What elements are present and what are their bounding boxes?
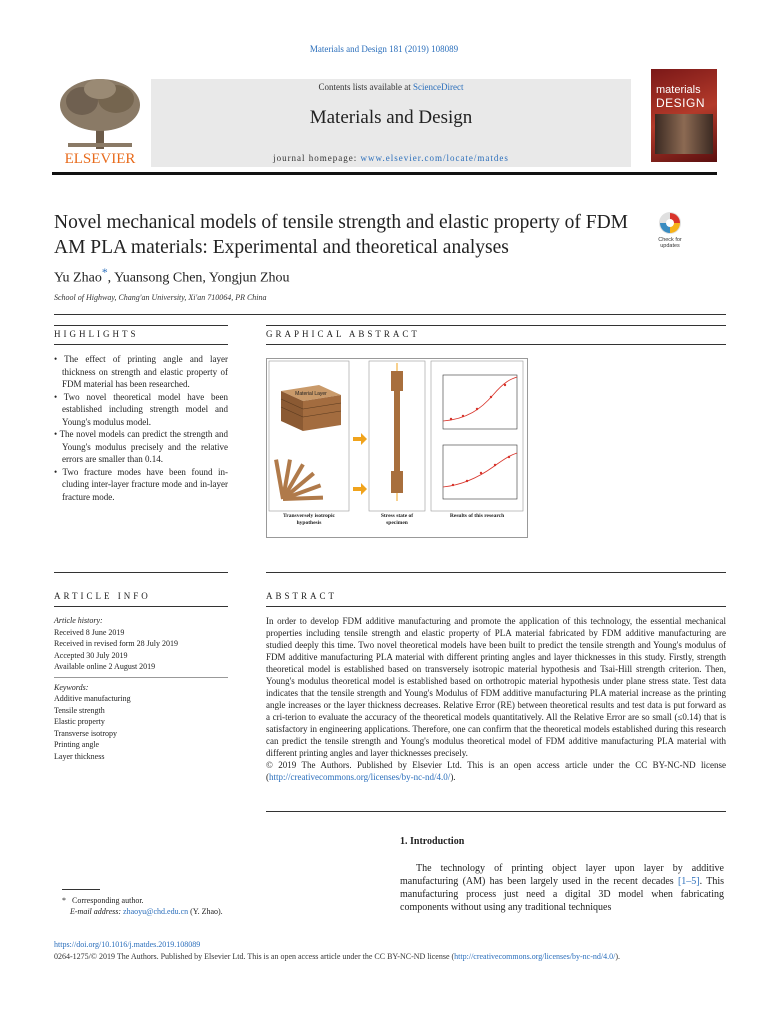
contents-prefix: Contents lists available at	[318, 82, 413, 92]
cover-image	[655, 114, 713, 154]
author-rest[interactable]: , Yuansong Chen, Yongjun Zhou	[107, 270, 290, 286]
history-item: Received in revised form 28 July 2019	[54, 639, 178, 648]
highlights-rule	[54, 325, 228, 326]
arrow-icon	[353, 433, 367, 445]
highlights-list	[54, 353, 228, 503]
cover-title-2: DESIGN	[656, 96, 706, 110]
intro-text-b: . This manufacturing process just need a digital 3D model when fabricating components without using any traditional techniques	[400, 876, 724, 913]
doi-link[interactable]: https://doi.org/10.1016/j.matdes.2019.108089	[54, 940, 201, 949]
panel-3-frame	[431, 361, 523, 511]
graphical-abstract-figure[interactable]	[266, 358, 528, 538]
abstract-rule	[266, 572, 726, 573]
arrow-icon	[353, 483, 367, 495]
panel-3-caption: Results of this research	[449, 513, 505, 519]
email-suffix: (Y. Zhao).	[188, 907, 223, 916]
abstract-text: In order to develop FDM additive manufacturing and promote the application of this technology, the essential mechanical properties including tensile strength and elastic property of PLA material fabricated by FDM additive manufacturing are studied deeply this time. Two novel theoretical models have been built to predict the tensile strength and Young's modulus of FDM additive manufacturing PLA material with different printing angles and layer thicknesses in this study. Firstly, strength theoretical model is established based on transversely isotropic material hypothesis and Tsai-Hill strength criterion. Then, Young's modulus theoretical model is established based on orthotropic material hypothesis under plane stress state. Test data indicates that the tensile strength and Young's Modulus of FDM additive manufacturing PLA material increase as the printing angle increases or the layer thickness decreases. Relative Error (RE) between theoretical results and test data is put forward as a cri-terion to evaluate the accuracy of the theoretical models quantitatively. All the Relative Error are so small (≤0.14) that is satisfactory in engineering applications. Therefore, one can confirm that the theoretical models established during this research can predict the tensile strength and Young's modulus theoretical model of FDM additive manufacturing PLA material with different printing angles and layer thicknesses precisely.	[266, 616, 726, 758]
contents-line	[151, 82, 631, 92]
abstract-rule-2	[266, 606, 726, 607]
article-title: Novel mechanical models of tensile strength and elastic property of FDM AM PLA materials: Experimental and theoretical analyses	[54, 212, 629, 258]
panel-1-caption-1: Transversely isotropic	[283, 513, 335, 519]
keyword: Printing angle	[54, 740, 100, 749]
footnote-rule	[62, 889, 100, 890]
crossmark-label-2: updates	[660, 243, 680, 249]
footnote	[62, 895, 223, 917]
abstract-end-rule	[266, 811, 726, 812]
cover-title-1: materials	[656, 84, 701, 96]
keywords-label: Keywords:	[54, 682, 89, 692]
highlights-heading: HIGHLIGHTS	[54, 329, 139, 339]
keyword: Transverse isotropy	[54, 728, 118, 738]
keywords-divider	[54, 677, 228, 678]
email-link[interactable]: zhaoyu@chd.edu.cn	[123, 907, 189, 916]
affiliation: School of Highway, Chang'an University, Xi'an 710064, PR China	[54, 293, 267, 302]
corresponding-line	[62, 895, 223, 906]
authors	[54, 266, 290, 287]
journal-reference[interactable]: Materials and Design 181 (2019) 108089	[309, 44, 459, 54]
check-for-updates-badge[interactable]	[650, 210, 690, 250]
email-label: E-mail address:	[70, 907, 124, 916]
keyword: Tensile strength	[54, 705, 105, 715]
journal-title: Materials and Design	[309, 107, 473, 128]
highlight-item: • The novel models can predict the strength and Young's modulus precisely and the relative errors are smaller than 0.14.	[54, 428, 228, 466]
highlight-item: • The effect of printing angle and layer thickness on strength and elastic property of FDM material has been researched.	[54, 353, 228, 391]
ga-rule	[266, 325, 726, 326]
license-link[interactable]: http://creativecommons.org/licenses/by-nc-nd/4.0/	[454, 952, 616, 961]
history-label: Article history:	[54, 616, 103, 625]
corresponding-star[interactable]: *	[101, 266, 108, 279]
history-item: Available online 2 August 2019	[54, 662, 156, 671]
abstract-body	[266, 615, 726, 783]
journal-cover[interactable]	[651, 69, 717, 162]
license-link-part-2[interactable]: creativecommons.org/licenses/by-nc-nd/4.0/	[290, 772, 451, 782]
citation-link[interactable]: [1–5]	[677, 876, 700, 887]
history-item: Received 8 June 2019	[54, 627, 125, 637]
ga-rule-2	[266, 344, 726, 345]
panel-2-caption-1: Stress state of	[380, 513, 414, 519]
divider	[54, 314, 726, 315]
crossmark-label-1: Check for	[658, 237, 682, 243]
journal-homepage	[151, 153, 631, 163]
keyword: Elastic property	[54, 717, 105, 726]
highlight-item: • Two fracture modes have been found in-cluding inter-layer fracture mode and in-layer fracture mode.	[54, 466, 228, 504]
keyword: Layer thickness	[54, 751, 105, 761]
abstract-copyright: © 2019 The Authors. Published by Elsevier Ltd. This is an open access article under the CC BY-NC-ND license (	[266, 760, 726, 782]
publisher-name: ELSEVIER	[64, 151, 136, 167]
abstract-copyright-end: ).	[450, 772, 456, 782]
homepage-link[interactable]: www.elsevier.com/locate/matdes	[360, 153, 509, 163]
elsevier-logo	[52, 75, 148, 167]
highlights-rule-2	[54, 344, 228, 345]
sciencedirect-link[interactable]: ScienceDirect	[413, 82, 464, 92]
corresponding-author: Corresponding author.	[72, 896, 144, 905]
highlight-item: • Two novel theoretical model have been established including strength model and Young's modulus model.	[54, 391, 228, 429]
license-prefix: 0264-1275/© 2019 The Authors. Published by Elsevier Ltd. This is an open access article under the CC BY-NC-ND license (	[54, 952, 455, 961]
article-info-heading: ARTICLE INFO	[54, 591, 151, 601]
graphical-abstract-heading: GRAPHICAL ABSTRACT	[266, 329, 420, 339]
header-rule	[52, 172, 717, 175]
license-suffix: ).	[615, 952, 620, 961]
panel-2-caption-2: specimen	[386, 520, 408, 526]
material-layer-label: Material Layer	[295, 391, 327, 397]
keyword: Additive manufacturing	[54, 694, 131, 703]
article-info-rule-2	[54, 606, 228, 607]
abstract-heading: ABSTRACT	[266, 591, 338, 601]
introduction-heading: 1. Introduction	[400, 836, 465, 847]
license-link-part-1[interactable]: http://	[269, 772, 291, 782]
introduction-text	[400, 862, 724, 914]
author-first[interactable]: Yu Zhao	[54, 270, 102, 286]
intro-text-a: The technology of printing object layer upon layer by additive manufacturing (AM) has been largely used in the recent decades	[400, 863, 724, 887]
article-info-rule	[54, 572, 228, 573]
email-line	[62, 906, 223, 917]
license-line	[54, 952, 620, 961]
article-info	[54, 615, 228, 762]
homepage-prefix: journal homepage:	[273, 153, 361, 163]
footnote-star: *	[62, 896, 66, 905]
history-item: Accepted 30 July 2019	[54, 650, 128, 660]
panel-1-caption-2: hypothesis	[296, 520, 322, 526]
